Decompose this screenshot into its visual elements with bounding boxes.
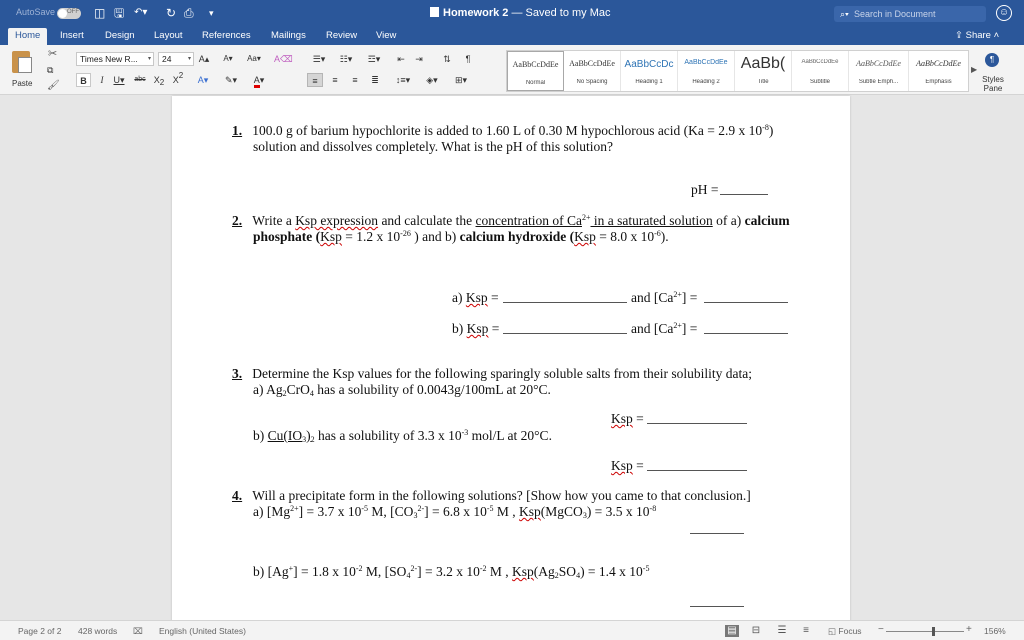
save-icon[interactable]: 🖫 <box>114 6 125 20</box>
paste-button[interactable]: Paste <box>8 49 38 93</box>
strikethrough-button[interactable]: abc <box>134 76 146 83</box>
draft-icon[interactable]: ≡ <box>803 625 809 636</box>
focus-button[interactable]: ◱ Focus <box>828 626 862 636</box>
document-page[interactable] <box>172 96 850 624</box>
shrink-font-icon[interactable]: A▾ <box>223 54 233 63</box>
borders-icon[interactable]: ⊞▾ <box>454 75 468 85</box>
undo-icon[interactable]: ↶▾ <box>134 7 148 18</box>
word-count[interactable]: 428 words <box>78 626 118 636</box>
text-effects-icon[interactable]: A▾ <box>197 75 209 85</box>
styles-pane-icon[interactable]: ¶ <box>985 53 999 67</box>
style-heading-1[interactable]: AaBbCcDc Heading 1 <box>621 51 678 91</box>
tab-references[interactable]: References <box>202 30 251 41</box>
format-painter-icon[interactable]: 🖌 <box>47 80 60 91</box>
superscript-button[interactable]: $X^2$ <box>172 71 184 85</box>
q4b-answer-blank <box>690 606 744 607</box>
increase-indent-icon[interactable]: ⇥ <box>415 54 423 64</box>
multilevel-list-icon[interactable]: ☲▾ <box>367 54 381 64</box>
style-normal[interactable]: AaBbCcDdEe Normal <box>507 51 564 91</box>
print-layout-icon[interactable]: ▤ <box>725 625 739 637</box>
document-icon <box>430 7 439 17</box>
q2a-ksp-label: a) Ksp = <box>452 290 499 305</box>
ph-answer-blank <box>720 194 768 195</box>
highlight-icon[interactable]: ✎▾ <box>224 75 238 85</box>
redo-icon[interactable]: ↻ <box>166 6 177 20</box>
language[interactable]: English (United States) <box>159 626 246 636</box>
share-button[interactable]: ⇪ Share ˄ <box>955 30 1000 41</box>
sort-icon[interactable]: ⇅ <box>443 54 451 64</box>
align-right-button[interactable]: ≡ <box>352 75 358 85</box>
q3b-ksp-label: Ksp = <box>611 458 644 473</box>
web-layout-icon[interactable]: ⊟ <box>751 625 761 636</box>
q2a-ca-label: and $[Ca^{2+}]$ = <box>631 290 698 305</box>
tab-design[interactable]: Design <box>105 30 135 41</box>
style-heading-2[interactable]: AaBbCcDdEe Heading 2 <box>678 51 735 91</box>
question-3b: b) $Cu(IO_3)_2$ has a solubility of 3.3 x $10^{-3}$ mol/L at 20°C. <box>253 428 552 444</box>
show-formatting-icon[interactable]: ¶ <box>465 54 471 64</box>
gallery-more-icon[interactable]: ▶ <box>971 65 978 74</box>
tab-home[interactable]: Home <box>8 28 47 45</box>
copy-icon[interactable]: ⧉ <box>47 65 54 75</box>
proofing-icon[interactable]: ⌧ <box>133 626 143 636</box>
ribbon-home <box>0 45 1024 95</box>
zoom-in-icon[interactable]: + <box>966 624 972 635</box>
font-name-select[interactable]: Times New R... ▾ <box>76 52 154 66</box>
shading-icon[interactable]: ◈▾ <box>426 75 438 85</box>
style-subtitle[interactable]: AaBbCcDdEe Subtitle <box>792 51 849 91</box>
justify-button[interactable]: ≣ <box>371 75 379 85</box>
zoom-slider[interactable] <box>886 631 964 632</box>
question-1-line-2: solution and dissolves completely. What is the pH of this solution? <box>253 139 613 154</box>
search-input[interactable]: Search in Document <box>834 6 986 22</box>
style-title[interactable]: AaBb( Title <box>735 51 792 91</box>
focus-icon: ◱ <box>828 626 839 636</box>
question-1-line-1: 1. 100.0 g of barium hypochlorite is added to 1.60 L of 0.30 M hypochlorous acid (Ka = 2.9 x $10^{-8}$) <box>232 123 774 138</box>
print-icon[interactable]: ⎙ <box>184 6 194 20</box>
font-color-icon[interactable]: A▾ <box>248 73 270 87</box>
zoom-level[interactable]: 156% <box>984 626 1006 636</box>
q3b-ksp-blank <box>647 470 747 471</box>
decrease-indent-icon[interactable]: ⇤ <box>397 54 405 64</box>
document-title: Homework 2 — Saved to my Mac <box>430 7 611 19</box>
line-spacing-icon[interactable]: ↕≡▾ <box>395 75 411 85</box>
status-bar <box>0 620 1024 640</box>
clipboard-icon <box>12 51 30 73</box>
change-case-icon[interactable]: Aa▾ <box>247 54 261 63</box>
tab-mailings[interactable]: Mailings <box>271 30 306 41</box>
ribbon-tabs <box>0 27 1024 45</box>
grow-font-icon[interactable]: A▴ <box>198 54 210 64</box>
q2b-ca-blank <box>704 333 788 334</box>
q2b-ksp-label: b) Ksp = <box>452 321 500 336</box>
autosave-state: OFF <box>67 9 79 15</box>
style-emphasis[interactable]: AaBbCcDdEe Emphasis <box>916 59 961 85</box>
q3a-ksp-blank <box>647 423 747 424</box>
document-canvas <box>0 96 1024 620</box>
autosave-label: AutoSave <box>16 7 56 17</box>
question-4a: a) $[Mg^{2+}] = 3.7$ x $10^{-5}$ M, $[CO_3^{2-}] = 6.8$ x $10^{-5}$ M , Ksp(MgCO$_3$) = 3.5 x $10^{-8}$ <box>253 504 657 520</box>
q2a-ksp-blank <box>503 302 627 303</box>
q3a-ksp-label: Ksp = <box>611 411 644 426</box>
q2b-ksp-blank <box>503 333 627 334</box>
customize-qat-icon[interactable]: ▾ <box>209 8 214 18</box>
q2b-ca-label: and $[Ca^{2+}]$ = <box>631 321 698 336</box>
numbering-icon[interactable]: ☷▾ <box>339 54 353 64</box>
styles-gallery <box>506 50 969 92</box>
ph-answer: pH = <box>691 182 719 197</box>
tab-review[interactable]: Review <box>326 30 358 41</box>
tab-view[interactable]: View <box>376 30 397 41</box>
zoom-out-icon[interactable]: − <box>878 624 884 635</box>
align-left-button[interactable]: ≡ <box>307 73 323 87</box>
tab-layout[interactable]: Layout <box>154 30 183 41</box>
subscript-button[interactable]: $X_2$ <box>153 75 165 87</box>
feedback-smiley-icon[interactable]: ☺ <box>996 5 1012 21</box>
style-no-spacing[interactable]: AaBbCcDdEe No Spacing <box>564 51 621 91</box>
question-2-line-2: phosphate (Ksp = 1.2 x $10^{-26}$ ) and b) calcium hydroxide (Ksp = 8.0 x $10^{-6}$). <box>253 229 669 244</box>
outline-icon[interactable]: ☰ <box>777 625 787 636</box>
underline-button[interactable]: U▾ <box>113 75 125 85</box>
clear-formatting-icon[interactable]: A⌫ <box>274 54 293 64</box>
bold-button[interactable]: B <box>76 73 91 87</box>
zoom-slider-thumb[interactable] <box>932 627 935 636</box>
share-icon: ⇪ <box>955 30 966 41</box>
question-4b: b) [Ag+] = 1.8 x $10^{-2}$ M, $[SO_4^{2-}] = 3.2$ x $10^{-2}$ M , $Ksp(Ag_2SO_4) = 1.4$ x $10^{-5}$ <box>253 564 650 580</box>
title-bar <box>0 0 1024 27</box>
bullets-icon[interactable]: ☰▾ <box>312 54 326 64</box>
styles-pane-button[interactable]: Styles Pane <box>982 75 1004 93</box>
q4a-answer-blank <box>690 533 744 534</box>
font-size-select[interactable]: 24 ▾ <box>158 52 194 66</box>
question-2-line-1: 2. Write a Ksp expression and calculate the concentration of $Ca^{2+}$ in a saturated solution of a) calcium <box>232 213 790 228</box>
q2a-ca-blank <box>704 302 788 303</box>
tab-insert[interactable]: Insert <box>60 30 84 41</box>
question-4-line-1: 4. Will a precipitate form in the following solutions? [Show how you came to that conclusion.] <box>232 488 751 503</box>
question-3a: a) $Ag_2CrO_4$ has a solubility of 0.0043g/100mL at 20°C. <box>253 382 551 398</box>
italic-button[interactable]: I <box>100 75 104 85</box>
cut-icon[interactable]: ✂ <box>48 48 58 60</box>
style-subtle-emphasis[interactable]: AaBbCcDdEe Subtle Emph... <box>849 51 909 91</box>
search-icon: ⌕▾ <box>840 9 849 19</box>
align-center-button[interactable]: ≡ <box>332 75 338 85</box>
sidebar-icon[interactable]: ◫ <box>94 6 106 20</box>
question-3-line-1: 3. Determine the Ksp values for the following sparingly soluble salts from their solubility data; <box>232 366 753 381</box>
page-count[interactable]: Page 2 of 2 <box>18 626 62 636</box>
